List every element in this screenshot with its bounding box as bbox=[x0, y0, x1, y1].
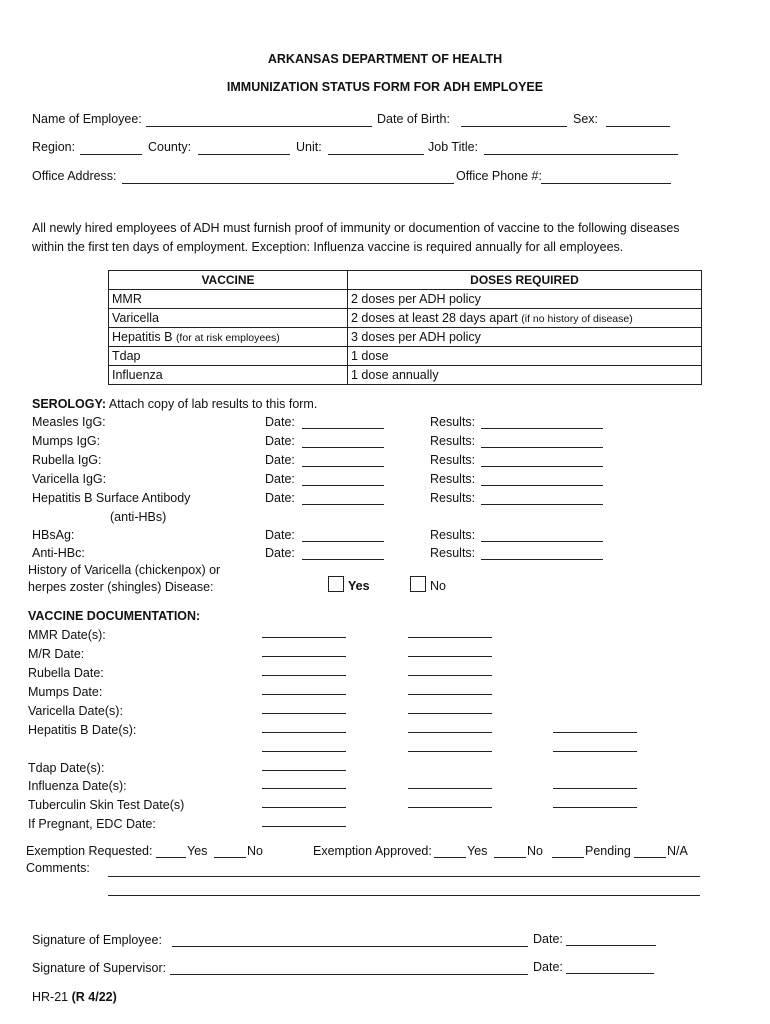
exemption-approved-na-field[interactable] bbox=[634, 857, 666, 858]
serology-heading: SEROLOGY: bbox=[32, 397, 107, 411]
county-label: County: bbox=[148, 140, 192, 154]
supervisor-date-label: Date: bbox=[533, 960, 563, 974]
results-label: Results: bbox=[430, 453, 476, 467]
exemption-requested-no-label: No bbox=[247, 844, 263, 858]
comments-label: Comments: bbox=[26, 861, 90, 875]
date-label: Date: bbox=[265, 491, 295, 505]
exemption-approved-yes-field[interactable] bbox=[434, 857, 466, 858]
supervisor-date-field[interactable] bbox=[566, 973, 654, 974]
rubella-date-2[interactable] bbox=[408, 675, 492, 676]
mr-date-2[interactable] bbox=[408, 656, 492, 657]
mmr-date-1[interactable] bbox=[262, 637, 346, 638]
employee-signature-label: Signature of Employee: bbox=[32, 933, 162, 947]
intro-line-2: within the first ten days of employment. Exception: Influenza vaccine is required annually for all employees. bbox=[32, 240, 624, 254]
intro-line-1: All newly hired employees of ADH must furnish proof of immunity or documention of vaccine to the following diseases bbox=[32, 221, 680, 235]
exemption-approved-label: Exemption Approved: bbox=[313, 844, 432, 858]
office-address-field[interactable] bbox=[122, 183, 454, 184]
date-label: Date: bbox=[265, 472, 295, 486]
tuberculin-date-2[interactable] bbox=[408, 807, 492, 808]
exemption-approved-na-label: N/A bbox=[667, 844, 688, 858]
vaccine-doc-heading: VACCINE DOCUMENTATION: bbox=[28, 609, 201, 623]
mumps-date-1[interactable] bbox=[262, 694, 346, 695]
results-label: Results: bbox=[430, 546, 476, 560]
unit-field[interactable] bbox=[328, 154, 424, 155]
mmr-date-2[interactable] bbox=[408, 637, 492, 638]
exemption-requested-yes-field[interactable] bbox=[156, 857, 186, 858]
table-row bbox=[109, 290, 702, 309]
influenza-date-1[interactable] bbox=[262, 788, 346, 789]
vaccine-column-header: VACCINE bbox=[109, 271, 348, 290]
exemption-requested-yes-label: Yes bbox=[187, 844, 208, 858]
comments-line-2[interactable] bbox=[108, 895, 700, 896]
supervisor-signature-label: Signature of Supervisor: bbox=[32, 961, 167, 975]
exemption-approved-no-label: No bbox=[527, 844, 543, 858]
doses-text: 1 dose bbox=[351, 349, 389, 363]
results-field[interactable] bbox=[481, 466, 603, 467]
history-line-2: herpes zoster (shingles) Disease: bbox=[28, 580, 214, 594]
office-address-label: Office Address: bbox=[32, 169, 117, 183]
department-title: ARKANSAS DEPARTMENT OF HEALTH bbox=[267, 52, 503, 66]
office-phone-field[interactable] bbox=[541, 183, 671, 184]
doses-text: 2 doses at least 28 days apart bbox=[351, 311, 518, 325]
name-field[interactable] bbox=[146, 126, 372, 127]
vaccine-name: Varicella bbox=[112, 311, 160, 325]
mumps-date-2[interactable] bbox=[408, 694, 492, 695]
unit-label: Unit: bbox=[296, 140, 322, 154]
sex-field[interactable] bbox=[606, 126, 670, 127]
vaccine-name: Hepatitis B bbox=[112, 330, 173, 344]
exemption-approved-pending-label: Pending bbox=[585, 844, 631, 858]
job-title-label: Job Title: bbox=[428, 140, 479, 154]
varicella-date-2[interactable] bbox=[408, 713, 492, 714]
serology-instruction: Attach copy of lab results to this form. bbox=[108, 397, 318, 411]
history-no-label: No bbox=[430, 579, 446, 593]
doses-note: (if no history of disease) bbox=[521, 313, 633, 325]
doc-item-mmr: MMR Date(s): bbox=[28, 628, 106, 642]
name-label: Name of Employee: bbox=[32, 112, 142, 126]
employee-date-label: Date: bbox=[533, 932, 563, 946]
region-label: Region: bbox=[32, 140, 76, 154]
hepb-date-2b[interactable] bbox=[408, 751, 492, 752]
doses-text: 3 doses per ADH policy bbox=[351, 330, 481, 344]
form-id-row bbox=[32, 990, 117, 1004]
edc-date-1[interactable] bbox=[262, 826, 346, 827]
doc-item-rubella: Rubella Date: bbox=[28, 666, 104, 680]
serology-test-anti-hbc: Anti-HBc: bbox=[32, 546, 85, 560]
table-row bbox=[109, 347, 702, 366]
results-field[interactable] bbox=[481, 447, 603, 448]
exemption-approved-yes-label: Yes bbox=[467, 844, 488, 858]
doc-item-tdap: Tdap Date(s): bbox=[28, 761, 105, 775]
influenza-date-3[interactable] bbox=[553, 788, 637, 789]
results-label: Results: bbox=[430, 472, 476, 486]
history-yes-checkbox[interactable] bbox=[328, 576, 344, 592]
serology-heading-row bbox=[32, 397, 317, 411]
serology-test-hbsag: HBsAg: bbox=[32, 528, 75, 542]
results-field[interactable] bbox=[481, 485, 603, 486]
doc-item-hepb: Hepatitis B Date(s): bbox=[28, 723, 137, 737]
date-field[interactable] bbox=[302, 447, 384, 448]
date-field[interactable] bbox=[302, 504, 384, 505]
date-label: Date: bbox=[265, 415, 295, 429]
tuberculin-date-3[interactable] bbox=[553, 807, 637, 808]
results-field[interactable] bbox=[481, 541, 603, 542]
vaccine-cell bbox=[109, 366, 348, 385]
results-field[interactable] bbox=[481, 559, 603, 560]
serology-test-rubella: Rubella IgG: bbox=[32, 453, 102, 467]
date-label: Date: bbox=[265, 546, 295, 560]
hepb-date-3b[interactable] bbox=[553, 751, 637, 752]
hepb-date-1b[interactable] bbox=[262, 751, 346, 752]
exemption-requested-no-field[interactable] bbox=[214, 857, 246, 858]
influenza-date-2[interactable] bbox=[408, 788, 492, 789]
doses-cell bbox=[348, 328, 702, 347]
vaccine-name: Tdap bbox=[112, 349, 141, 363]
doses-text: 1 dose annually bbox=[351, 368, 439, 382]
job-title-field[interactable] bbox=[484, 154, 678, 155]
mr-date-1[interactable] bbox=[262, 656, 346, 657]
serology-anti-hbs: (anti-HBs) bbox=[110, 510, 167, 524]
table-header-row bbox=[109, 271, 702, 290]
table-row bbox=[109, 366, 702, 385]
office-phone-label: Office Phone #: bbox=[456, 169, 542, 183]
doc-item-edc: If Pregnant, EDC Date: bbox=[28, 817, 156, 831]
date-label: Date: bbox=[265, 453, 295, 467]
form-id: HR-21 bbox=[32, 990, 69, 1004]
employee-signature-field[interactable] bbox=[172, 946, 528, 947]
hepb-date-3[interactable] bbox=[553, 732, 637, 733]
doc-item-influenza: Influenza Date(s): bbox=[28, 779, 127, 793]
vaccine-cell bbox=[109, 290, 348, 309]
results-label: Results: bbox=[430, 415, 476, 429]
county-field[interactable] bbox=[198, 154, 290, 155]
employee-date-field[interactable] bbox=[566, 945, 656, 946]
doses-cell bbox=[348, 309, 702, 328]
serology-test-measles: Measles IgG: bbox=[32, 415, 106, 429]
date-field[interactable] bbox=[302, 559, 384, 560]
table-row bbox=[109, 328, 702, 347]
exemption-requested-label: Exemption Requested: bbox=[26, 844, 153, 858]
dob-field[interactable] bbox=[461, 126, 567, 127]
rubella-date-1[interactable] bbox=[262, 675, 346, 676]
doses-column-header: DOSES REQUIRED bbox=[348, 271, 702, 290]
date-field[interactable] bbox=[302, 428, 384, 429]
exemption-approved-pending-field[interactable] bbox=[552, 857, 584, 858]
serology-test-mumps: Mumps IgG: bbox=[32, 434, 101, 448]
varicella-date-1[interactable] bbox=[262, 713, 346, 714]
doses-cell bbox=[348, 366, 702, 385]
table-row bbox=[109, 309, 702, 328]
vaccine-requirements-table bbox=[108, 270, 702, 385]
form-title: IMMUNIZATION STATUS FORM FOR ADH EMPLOYEE bbox=[226, 80, 544, 94]
doses-text: 2 doses per ADH policy bbox=[351, 292, 481, 306]
serology-test-varicella: Varicella IgG: bbox=[32, 472, 107, 486]
results-label: Results: bbox=[430, 491, 476, 505]
supervisor-signature-field[interactable] bbox=[170, 974, 528, 975]
date-field[interactable] bbox=[302, 466, 384, 467]
tdap-date-1[interactable] bbox=[262, 770, 346, 771]
vaccine-cell bbox=[109, 328, 348, 347]
date-label: Date: bbox=[265, 528, 295, 542]
date-field[interactable] bbox=[302, 485, 384, 486]
date-field[interactable] bbox=[302, 541, 384, 542]
dob-label: Date of Birth: bbox=[377, 112, 450, 126]
tuberculin-date-1[interactable] bbox=[262, 807, 346, 808]
results-field[interactable] bbox=[481, 504, 603, 505]
serology-test-hepb-antibody: Hepatitis B Surface Antibody bbox=[32, 491, 191, 505]
form-revision: (R 4/22) bbox=[71, 990, 117, 1004]
doc-item-mr: M/R Date: bbox=[28, 647, 85, 661]
doc-item-varicella: Varicella Date(s): bbox=[28, 704, 123, 718]
history-no-checkbox[interactable] bbox=[410, 576, 426, 592]
doses-cell bbox=[348, 290, 702, 309]
region-field[interactable] bbox=[80, 154, 142, 155]
results-field[interactable] bbox=[481, 428, 603, 429]
doc-item-mumps: Mumps Date: bbox=[28, 685, 103, 699]
hepb-date-1[interactable] bbox=[262, 732, 346, 733]
vaccine-name: MMR bbox=[112, 292, 142, 306]
results-label: Results: bbox=[430, 528, 476, 542]
vaccine-cell bbox=[109, 347, 348, 366]
vaccine-note: (for at risk employees) bbox=[175, 332, 280, 344]
history-line-1: History of Varicella (chickenpox) or bbox=[28, 563, 221, 577]
doses-cell bbox=[348, 347, 702, 366]
vaccine-cell bbox=[109, 309, 348, 328]
comments-line-1[interactable] bbox=[108, 876, 700, 877]
vaccine-name: Influenza bbox=[112, 368, 163, 382]
doc-item-tuberculin: Tuberculin Skin Test Date(s) bbox=[28, 798, 185, 812]
date-label: Date: bbox=[265, 434, 295, 448]
history-yes-label: Yes bbox=[348, 579, 370, 593]
exemption-approved-no-field[interactable] bbox=[494, 857, 526, 858]
sex-label: Sex: bbox=[573, 112, 599, 126]
hepb-date-2[interactable] bbox=[408, 732, 492, 733]
results-label: Results: bbox=[430, 434, 476, 448]
